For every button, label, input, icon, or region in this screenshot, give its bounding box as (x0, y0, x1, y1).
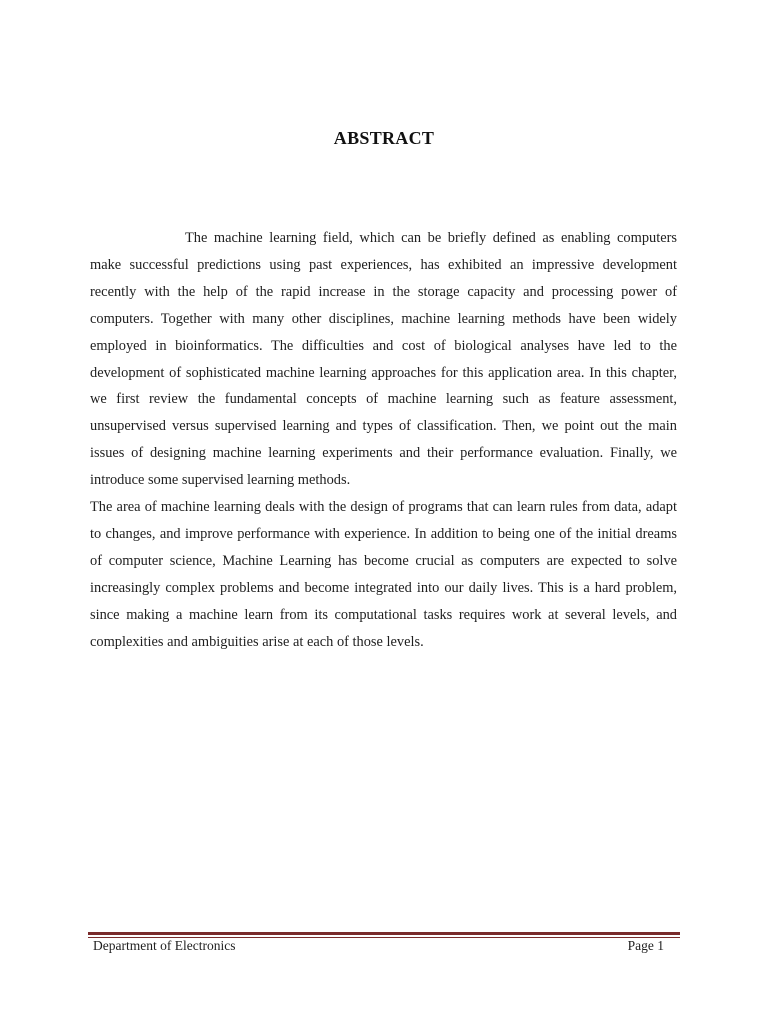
footer-divider-thick (88, 932, 680, 935)
abstract-body (90, 225, 677, 656)
footer-department: Department of Electronics (93, 938, 236, 953)
page-title: ABSTRACT (333, 128, 435, 148)
abstract-paragraph-2: The area of machine learning deals with the design of programs that can learn rules from data, adapt to changes, and improve performance with experience. In addition to being one of the initial dreams of computer science, Machine Learning has become crucial as computers are expected to solve increasingly complex problems and become integrated into our daily lives. This is a hard problem, since making a machine learn from its computational tasks requires work at several levels, and complexities and ambiguities arise at each of those levels. (90, 499, 677, 650)
footer-page-number: Page 1 (627, 938, 664, 953)
abstract-paragraph-1: The machine learning field, which can be briefly defined as enabling computers make successful predictions using past experiences, has exhibited an impressive development recently with the help of the rapid increase in the storage capacity and processing power of computers. Together with many other disciplines, machine learning methods have been widely employed in bioinformatics. The difficulties and cost of biological analyses have led to the development of sophisticated machine learning approaches for this application area. In this chapter, we first review the fundamental concepts of machine learning such as feature assessment, unsupervised versus supervised learning and types of classification. Then, we point out the main issues of designing machine learning experiments and their performance evaluation. Finally, we introduce some supervised learning methods. (90, 230, 677, 489)
